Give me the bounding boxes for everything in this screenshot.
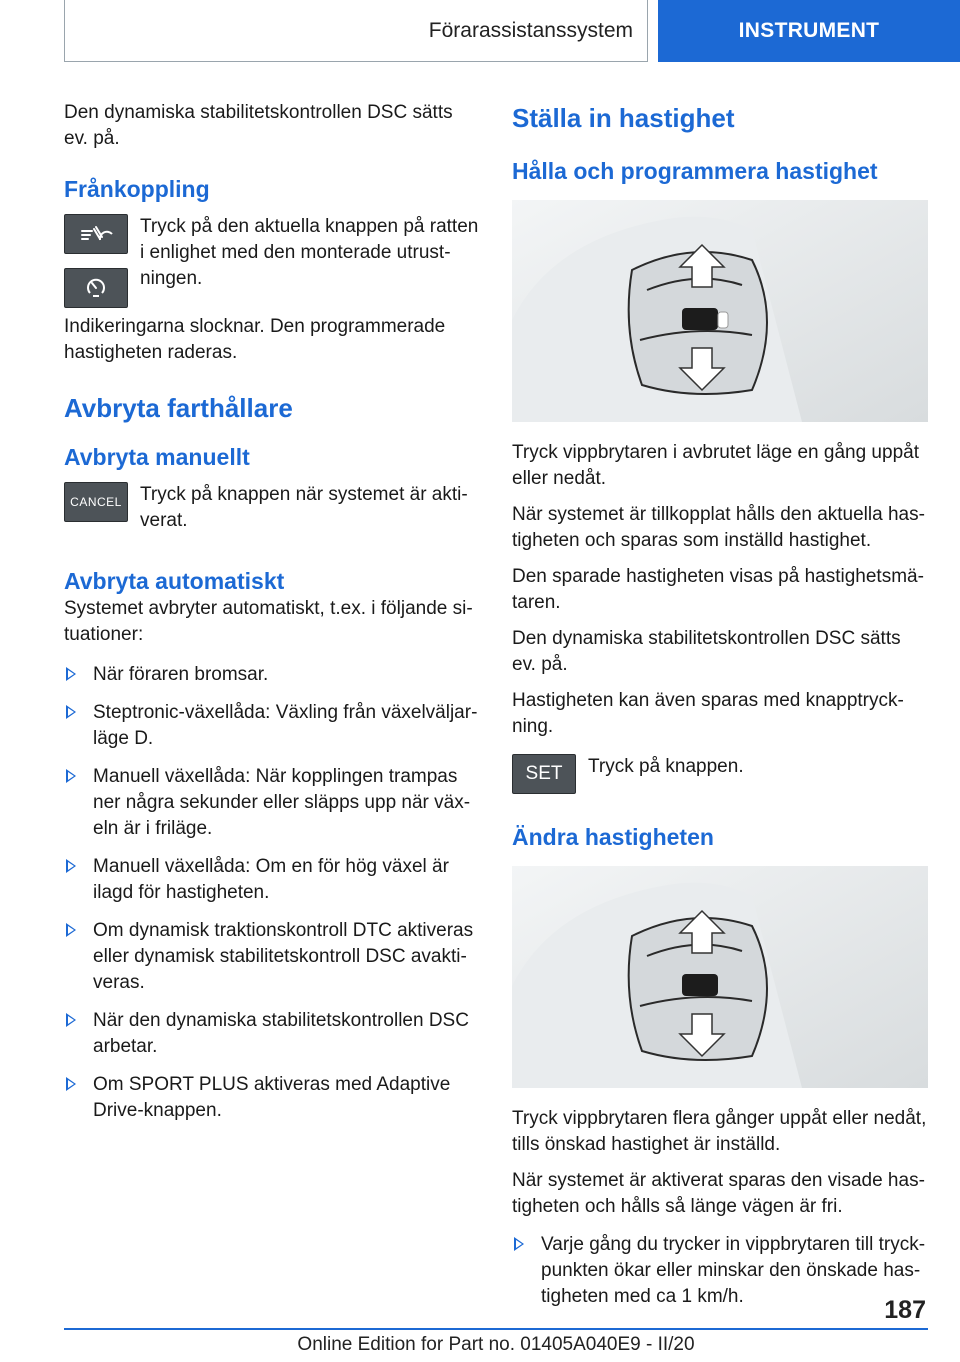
- left-column: [64, 100, 479, 1136]
- speed-limiter-button: [64, 268, 128, 308]
- list-item: Om SPORT PLUS aktiveras med Adaptive Drive-knappen.: [64, 1072, 479, 1124]
- triangle-bullet-icon: [66, 769, 76, 783]
- triangle-bullet-icon: [66, 923, 76, 937]
- para: När systemet är aktiverat sparas den visade hastigheten och hålls så länge vägen är fri.: [512, 1170, 925, 1217]
- avbryta-heading: Avbryta farthållare: [64, 393, 293, 423]
- triangle-bullet-icon: [514, 1237, 524, 1251]
- avbryta-automatiskt-heading: Avbryta automatiskt: [64, 568, 285, 594]
- steering-wheel-photo: [512, 866, 928, 1088]
- avbryta-manuellt-text: Tryck på knappen när systemet är aktiverat.: [140, 484, 468, 531]
- para: Tryck vippbrytaren i avbrutet läge en gång uppåt eller nedåt.: [512, 442, 919, 489]
- frankoppling-text: Tryck på den aktuella knappen på ratten i enlighet med den monterade utrustningen.: [140, 216, 479, 289]
- page-header: [0, 0, 960, 66]
- frankoppling-buttons: [64, 214, 479, 308]
- chapter-tab: INSTRUMENT: [658, 0, 960, 62]
- button-stack: [64, 482, 128, 522]
- button-stack: [512, 754, 576, 794]
- stalla-heading: Ställa in hastighet: [512, 103, 735, 133]
- set-button-image: [512, 754, 576, 794]
- triangle-bullet-icon: [66, 667, 76, 681]
- section-title: Förarassistanssystem: [64, 0, 648, 62]
- para: Tryck vippbrytaren flera gånger uppåt eller nedåt, tills önskad hastighet är inställd.: [512, 1108, 927, 1155]
- list-item: Varje gång du trycker in vippbrytaren till tryckpunkten ökar eller minskar den önskade hastigheten med ca 1 km/h.: [512, 1232, 928, 1310]
- cancel-row: [64, 482, 479, 544]
- button-stack: [64, 214, 128, 308]
- list-item: När föraren bromsar.: [64, 662, 479, 688]
- halla-heading: Hålla och programmera hastighet: [512, 158, 878, 184]
- list-item: När den dynamiska stabilitetskontrollen DSC arbetar.: [64, 1008, 479, 1060]
- triangle-bullet-icon: [66, 859, 76, 873]
- list-item: Om dynamisk traktionskontroll DTC aktiveras eller dynamisk stabilitetskontroll DSC avaktiveras.: [64, 918, 479, 996]
- cancel-label: CANCEL: [70, 495, 122, 509]
- speed-limiter-icon: [82, 276, 110, 300]
- set-text: Tryck på knappen.: [588, 756, 744, 777]
- page-number: 187: [884, 1296, 926, 1324]
- frankoppling-after: Indikeringarna slocknar. Den programmerade hastigheten raderas.: [64, 316, 446, 363]
- para: Den dynamiska stabilitetskontrollen DSC sätts ev. på.: [512, 628, 901, 675]
- edition-text: Online Edition for Part no. 01405A040E9 - II/20: [297, 1334, 695, 1355]
- para: Den sparade hastigheten visas på hastighetsmätaren.: [512, 566, 924, 613]
- andra-heading: Ändra hastigheten: [512, 824, 714, 850]
- triangle-bullet-icon: [66, 705, 76, 719]
- triangle-bullet-icon: [66, 1013, 76, 1027]
- avbryta-manuellt-heading: Avbryta manuellt: [64, 444, 250, 470]
- frankoppling-heading: Frånkoppling: [64, 176, 210, 202]
- avbryta-automatiskt-text: Systemet avbryter automatiskt, t.ex. i följande situationer:: [64, 598, 473, 645]
- cruise-control-icon: [78, 223, 114, 245]
- cruise-control-button: [64, 214, 128, 254]
- para: Hastigheten kan även sparas med knapptryckning.: [512, 690, 904, 737]
- triangle-bullet-icon: [66, 1077, 76, 1091]
- footer-divider: [64, 1328, 928, 1330]
- list-item: Manuell växellåda: Om en för hög växel är ilagd för hastigheten.: [64, 854, 479, 906]
- intro-text: Den dynamiska stabilitetskontrollen DSC sätts ev. på.: [64, 102, 453, 149]
- right-column: [512, 100, 928, 1322]
- cancel-button-image: [64, 482, 128, 522]
- auto-cancel-list: [64, 662, 479, 1124]
- steering-wheel-photo: [512, 200, 928, 422]
- set-row: [512, 754, 928, 794]
- andra-list: [512, 1232, 928, 1310]
- list-item: Steptronic-växellåda: Växling från växelväljarläge D.: [64, 700, 479, 752]
- set-label: SET: [525, 763, 563, 784]
- list-item: Manuell växellåda: När kopplingen trampas ner några sekunder eller släpps upp när växeln är i friläge.: [64, 764, 479, 842]
- para: När systemet är tillkopplat hålls den aktuella hastigheten och sparas som inställd hastighet.: [512, 504, 925, 551]
